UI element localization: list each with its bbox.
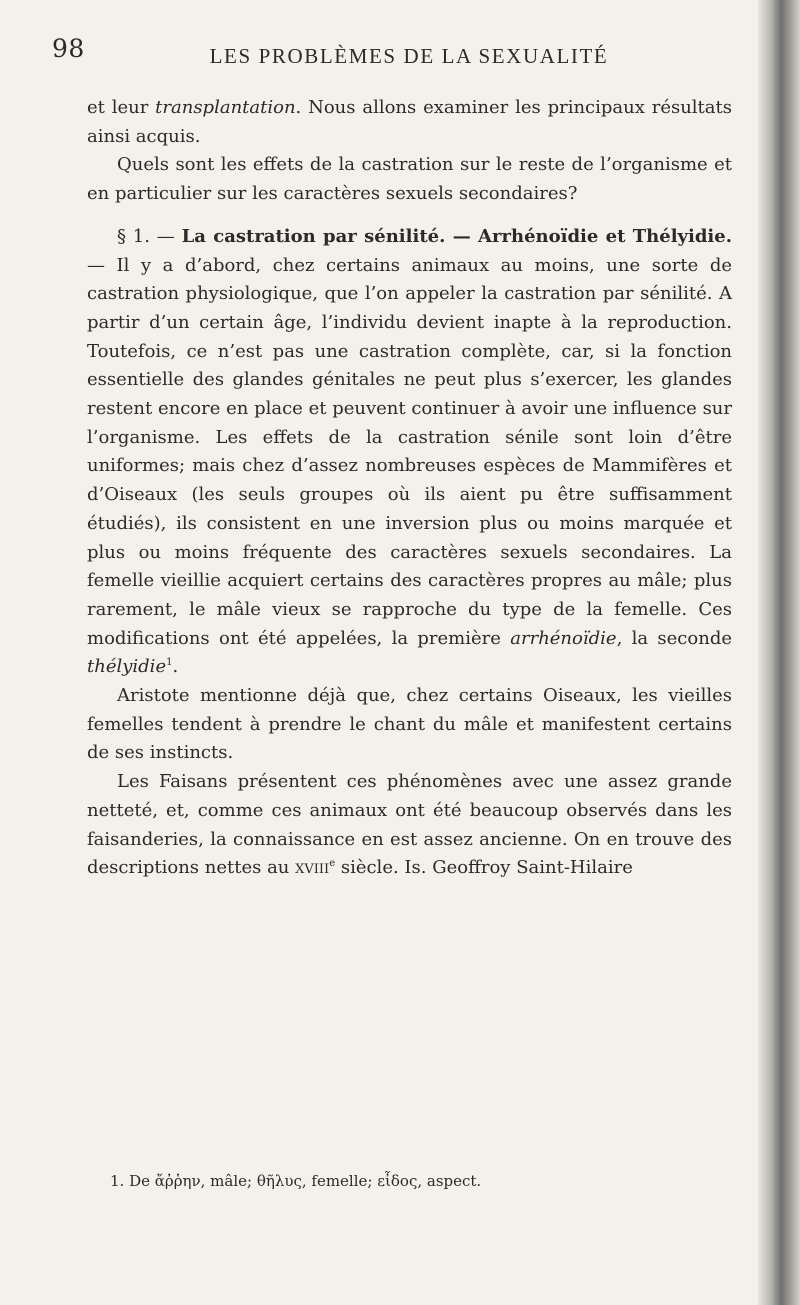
footnote: 1. De ἄῤῥην, mâle; θῆλυς, femelle; εἶδος, aspect. bbox=[110, 1172, 482, 1190]
body-text bbox=[87, 94, 732, 883]
paragraph-3: § 1. — La castration par sénilité. — Arrhénoïdie et Thélyidie. — Il y a d’abord, chez certains animaux au moins, une sorte de castration physiologique, que l’on appeler la castration par sénilité. A partir d’un certain âge, l’individu devient inapte à la reproduction. Toutefois, ce n’est pas une castration complète, car, si la fonction essentielle des glandes génitales ne peut plus s’exercer, les glandes restent encore en place et peuvent continuer à avoir une influence sur l’organisme. Les effets de la castration sénile sont loin d’être uniformes; mais chez d’assez nombreuses espèces de Mammifères et d’Oiseaux (les seuls groupes où ils aient pu être suffisamment étudiés), ils consistent en une inversion plus ou moins marquée et plus ou moins fréquente des caractères sexuels secondaires. La femelle vieillie acquiert certains des caractères propres au mâle; plus rarement, le mâle vieux se rapproche du type de la femelle. Ces modifications ont été appelées, la première arrhénoïdie, la seconde thélyidie$^1$. bbox=[87, 225, 732, 678]
century: xviii bbox=[295, 857, 330, 879]
page-number: 98 bbox=[52, 34, 85, 63]
footnote-ref: 1 bbox=[166, 657, 173, 669]
section-marker: § 1. — bbox=[117, 225, 182, 247]
running-title: LES PROBLÈMES DE LA SEXUALITÉ bbox=[209, 44, 609, 68]
emphasis-transplantation: transplantation bbox=[155, 97, 296, 118]
paragraph-5: Les Faisans présentent ces phénomènes avec une assez grande netteté, et, comme ces animaux ont été beaucoup observés dans les faisanderies, la connaissance en est assez ancienne. On en trouve des descriptions nettes au xviii$^e$ siècle. Is. Geoffroy Saint-Hilaire bbox=[87, 771, 732, 879]
page-edge-shadow bbox=[758, 0, 800, 1305]
term-thelyidie: thélyidie bbox=[87, 656, 167, 678]
section-title: La castration par sénilité. — Arrhénoïdie et Thélyidie. bbox=[181, 225, 732, 247]
paragraph-4: Aristote mentionne déjà que, chez certains Oiseaux, les vieilles femelles tendent à prendre le chant du mâle et manifestent certains de ses instincts. bbox=[87, 685, 732, 764]
term-arrhenoidie: arrhénoïdie bbox=[510, 627, 617, 649]
paragraph-1: et leur transplantation. Nous allons examiner les principaux résultats ainsi acquis. bbox=[87, 97, 732, 147]
paragraph-2: Quels sont les effets de la castration sur le reste de l’organisme et en particulier sur les caractères sexuels secondaires? bbox=[87, 154, 732, 205]
